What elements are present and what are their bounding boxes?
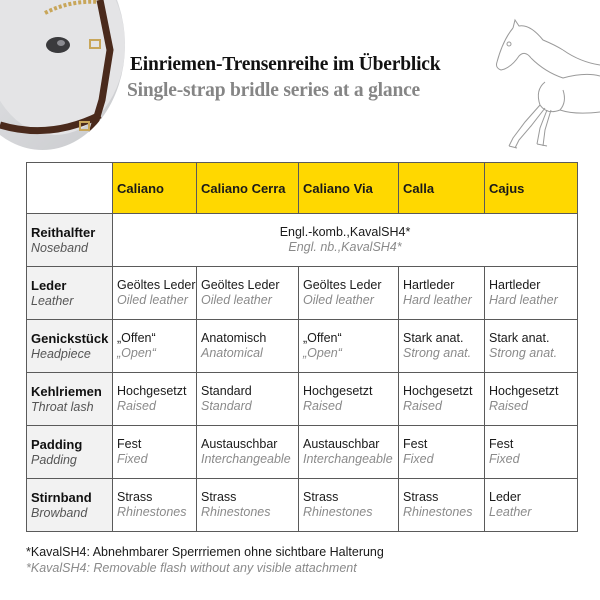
table-cell (399, 267, 485, 320)
cell-de: Fest (117, 437, 142, 451)
row-label (27, 479, 113, 532)
cell-de: Hochgesetzt (489, 384, 559, 398)
table-cell (299, 373, 399, 426)
header-row (27, 163, 578, 214)
cell-de: Geöltes Leder (201, 278, 280, 292)
column-header-calla: Calla (399, 163, 485, 214)
table-cell (197, 267, 299, 320)
table-cell (485, 479, 578, 532)
table-row-leather (27, 267, 578, 320)
comparison-table (26, 162, 578, 532)
cell-en: Rhinestones (117, 505, 187, 519)
table-cell (399, 479, 485, 532)
cell-de: Anatomisch (201, 331, 267, 345)
cell-en: Raised (489, 399, 528, 413)
table-row-headpiece (27, 320, 578, 373)
cell-de: Stark anat. (489, 331, 550, 345)
cell-de: Strass (403, 490, 439, 504)
table-cell (485, 320, 578, 373)
cell-en: Standard (201, 399, 252, 413)
cell-en: Rhinestones (303, 505, 373, 519)
cell-en: Leather (489, 505, 532, 519)
cell-en: „Open“ (303, 346, 342, 360)
cell-de: Stark anat. (403, 331, 464, 345)
cell-en: „Open“ (117, 346, 156, 360)
cell-en: Fixed (403, 452, 434, 466)
cell-en: Fixed (489, 452, 520, 466)
column-header-cajus: Cajus (485, 163, 578, 214)
corner-cell (27, 163, 113, 214)
cell-en: Oiled leather (117, 293, 188, 307)
row-label-de: Stirnband (31, 489, 92, 505)
column-header-caliano: Caliano (113, 163, 197, 214)
row-label-en: Headpiece (31, 346, 91, 361)
cell-en: Rhinestones (201, 505, 271, 519)
cell-de: Hochgesetzt (303, 384, 373, 398)
table-cell (113, 373, 197, 426)
row-label (27, 426, 113, 479)
table-cell (485, 373, 578, 426)
table-row-noseband (27, 214, 578, 267)
table-cell (299, 267, 399, 320)
footnote-de: *KavalSH4: Abnehmbarer Sperrriemen ohne sichtbare Halterung (26, 545, 384, 559)
cell-de: Austauschbar (303, 437, 380, 451)
table-cell (485, 426, 578, 479)
row-label (27, 214, 113, 267)
cell-en: Interchangeable (201, 452, 291, 466)
row-label-en: Noseband (31, 240, 88, 255)
row-label-de: Reithalfter (31, 224, 96, 240)
row-label-en: Leather (31, 293, 74, 308)
cell-de: Hartleder (403, 278, 455, 292)
column-header-caliano-cerra: Caliano Cerra (197, 163, 299, 214)
table-row-browband (27, 479, 578, 532)
horse-bridle-photo (0, 0, 125, 150)
cell-de: Austauschbar (201, 437, 278, 451)
table-cell (197, 479, 299, 532)
table-cell (113, 426, 197, 479)
cell-en: Strong anat. (403, 346, 472, 360)
cell-en: Rhinestones (403, 505, 473, 519)
row-label-de: Padding (31, 436, 83, 452)
cell-en: Oiled leather (201, 293, 272, 307)
footnote-en: *KavalSH4: Removable flash without any visible attachment (26, 561, 357, 575)
column-header-caliano-via: Caliano Via (299, 163, 399, 214)
table-cell (299, 479, 399, 532)
cell-de: Engl.-komb.,KavalSH4* (279, 225, 411, 239)
cell-de: Geöltes Leder (303, 278, 382, 292)
cell-de: Strass (201, 490, 237, 504)
cell-en: Fixed (117, 452, 148, 466)
cell-de: Leder (489, 490, 521, 504)
table-cell (399, 426, 485, 479)
table-cell (485, 267, 578, 320)
table-row-padding (27, 426, 578, 479)
cell-de: Standard (201, 384, 252, 398)
cell-en: Oiled leather (303, 293, 374, 307)
cell-de: „Offen“ (303, 331, 342, 345)
row-label-de: Genickstück (31, 330, 109, 346)
cell-de: Fest (403, 437, 428, 451)
cell-en: Raised (117, 399, 156, 413)
table-cell (197, 320, 299, 373)
cell-en: Engl. nb.,KavalSH4* (288, 240, 402, 254)
cell-de: Hartleder (489, 278, 541, 292)
table-cell (113, 479, 197, 532)
row-label (27, 320, 113, 373)
cell-en: Anatomical (201, 346, 263, 360)
row-label (27, 373, 113, 426)
row-label-en: Padding (31, 452, 77, 467)
row-label-en: Browband (31, 505, 88, 520)
row-label (27, 267, 113, 320)
cell-de: Hochgesetzt (117, 384, 187, 398)
row-label-de: Leder (31, 277, 67, 293)
table-cell (299, 426, 399, 479)
cell-de: Hochgesetzt (403, 384, 473, 398)
cell-de: Strass (117, 490, 153, 504)
table-cell (113, 320, 197, 373)
page-title: Einriemen-Trensenreihe im Überblick (130, 54, 441, 75)
cell-de: Fest (489, 437, 514, 451)
cell-de: Strass (303, 490, 339, 504)
cell-en: Interchangeable (303, 452, 393, 466)
cell-de: „Offen“ (117, 331, 156, 345)
cell-en: Raised (303, 399, 342, 413)
row-label-de: Kehlriemen (31, 383, 102, 399)
table-row-throat-lash (27, 373, 578, 426)
row-label-en: Throat lash (31, 399, 94, 414)
merged-cell (113, 214, 578, 267)
cell-de: Geöltes Leder (117, 278, 196, 292)
table-cell (299, 320, 399, 373)
table-cell (399, 320, 485, 373)
cell-en: Hard leather (403, 293, 472, 307)
table-cell (399, 373, 485, 426)
cell-en: Strong anat. (489, 346, 558, 360)
page-subtitle: Single-strap bridle series at a glance (127, 80, 420, 101)
horse-sketch-illustration (485, 10, 600, 150)
table-cell (197, 373, 299, 426)
table-cell (197, 426, 299, 479)
table-cell (113, 267, 197, 320)
cell-en: Hard leather (489, 293, 558, 307)
cell-en: Raised (403, 399, 442, 413)
